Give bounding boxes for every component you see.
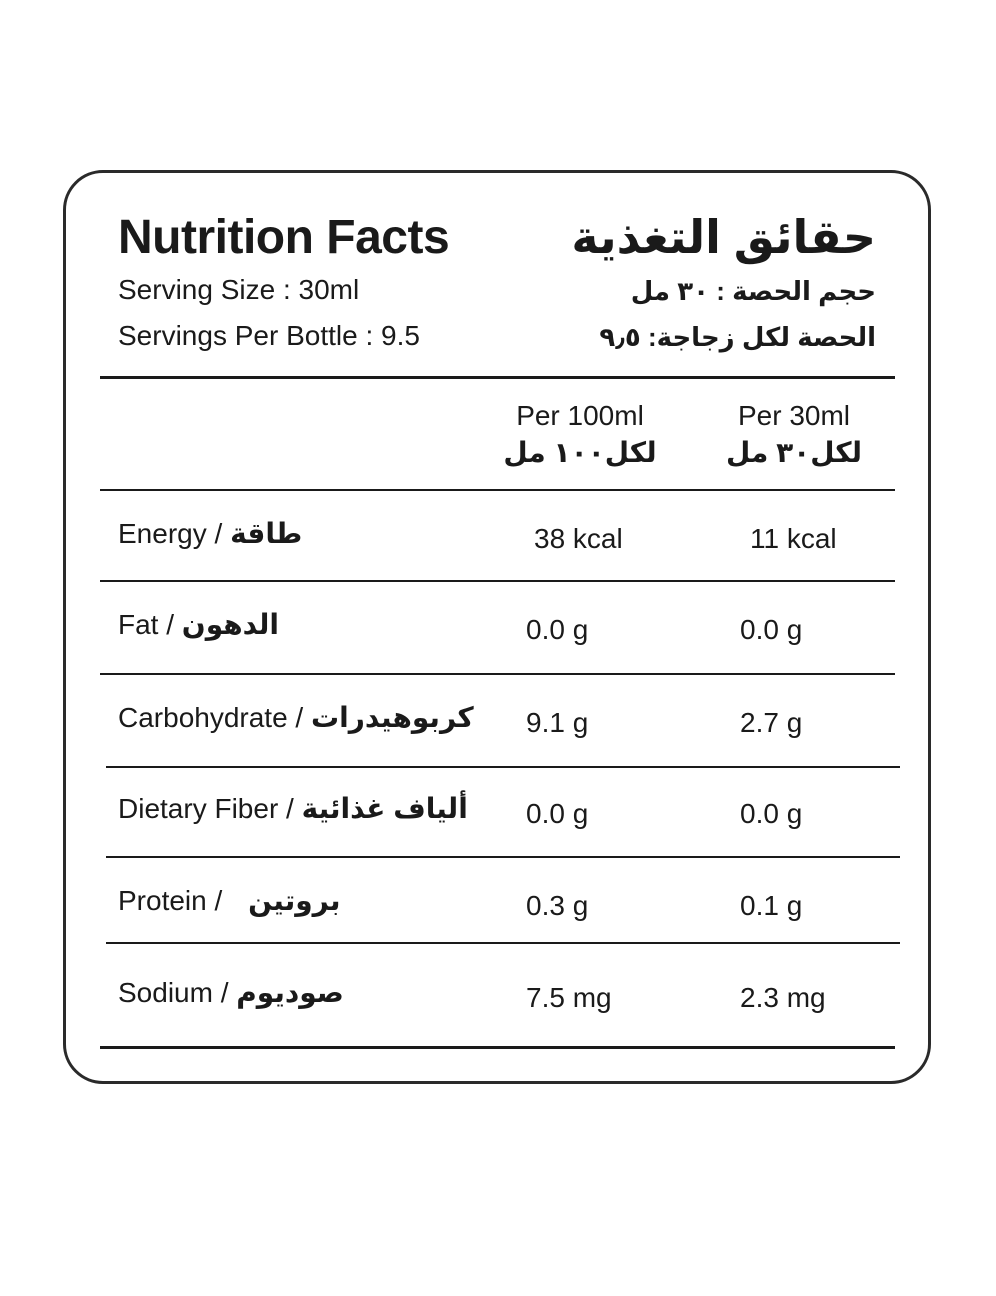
nutrient-label xyxy=(118,792,468,825)
value-per-100ml: 0.0 g xyxy=(526,614,589,645)
value-per-100ml: 7.5 mg xyxy=(526,982,612,1013)
table-row-fat xyxy=(100,582,900,674)
nutrient-label-en: Fat / xyxy=(118,609,182,640)
table-row-energy xyxy=(100,491,900,583)
value-per-30ml: 0.0 g xyxy=(740,614,803,645)
table-row-protein xyxy=(100,858,900,950)
nutrient-label xyxy=(118,701,474,734)
nutrient-label-ar: طاقة xyxy=(230,518,303,549)
value-per-100ml: 9.1 g xyxy=(526,707,589,738)
serving-size-arabic: حجم الحصة : ٣٠ مل xyxy=(630,276,876,306)
value-per-30ml: 11 kcal xyxy=(750,523,837,554)
value-per-100ml: 38 kcal xyxy=(534,523,623,554)
table-row-carbohydrate xyxy=(100,675,900,767)
servings-per-bottle-arabic: الحصة لكل زجاجة: ٩٫٥ xyxy=(599,322,876,352)
value-per-30ml: 0.0 g xyxy=(740,798,803,829)
header-divider xyxy=(100,376,895,379)
column-header-en: Per 100ml xyxy=(516,400,644,431)
title-arabic: حقائق التغذية xyxy=(571,211,876,263)
nutrient-label xyxy=(118,517,302,550)
nutrient-label-ar: كربوهيدرات xyxy=(311,702,474,733)
nutrient-label-en: Dietary Fiber / xyxy=(118,793,302,824)
column-header-per-100ml xyxy=(480,400,680,469)
servings-per-bottle-english: Servings Per Bottle : 9.5 xyxy=(118,320,420,351)
nutrient-label-ar: بروتين xyxy=(248,885,341,916)
nutrient-label-en: Protein / xyxy=(118,885,231,916)
nutrient-label-ar: صوديوم xyxy=(236,977,344,1008)
column-header-per-30ml xyxy=(694,400,894,469)
nutrient-label-en: Carbohydrate / xyxy=(118,702,311,733)
footer-divider xyxy=(100,1046,895,1049)
table-row-dietary-fiber xyxy=(100,766,900,858)
nutrient-label xyxy=(118,976,344,1009)
value-per-100ml: 0.3 g xyxy=(526,890,589,921)
nutrient-label-en: Sodium / xyxy=(118,977,237,1008)
title-english: Nutrition Facts xyxy=(118,211,450,264)
serving-size-english: Serving Size : 30ml xyxy=(118,274,360,305)
nutrient-label xyxy=(118,608,279,641)
nutrient-label-ar: ألياف غذائية xyxy=(301,793,468,824)
table-row-sodium xyxy=(100,944,900,1036)
column-header-ar: لكل١٠٠ مل xyxy=(503,437,657,468)
column-header-ar: لكل٣٠ مل xyxy=(725,437,863,468)
column-header-en: Per 30ml xyxy=(737,400,851,431)
nutrient-label-ar: الدهون xyxy=(181,609,279,640)
value-per-30ml: 2.3 mg xyxy=(740,982,826,1013)
value-per-100ml: 0.0 g xyxy=(526,798,589,829)
nutrient-label-en: Energy / xyxy=(118,518,231,549)
nutrient-label xyxy=(118,884,341,917)
value-per-30ml: 0.1 g xyxy=(740,890,803,921)
value-per-30ml: 2.7 g xyxy=(740,707,803,738)
